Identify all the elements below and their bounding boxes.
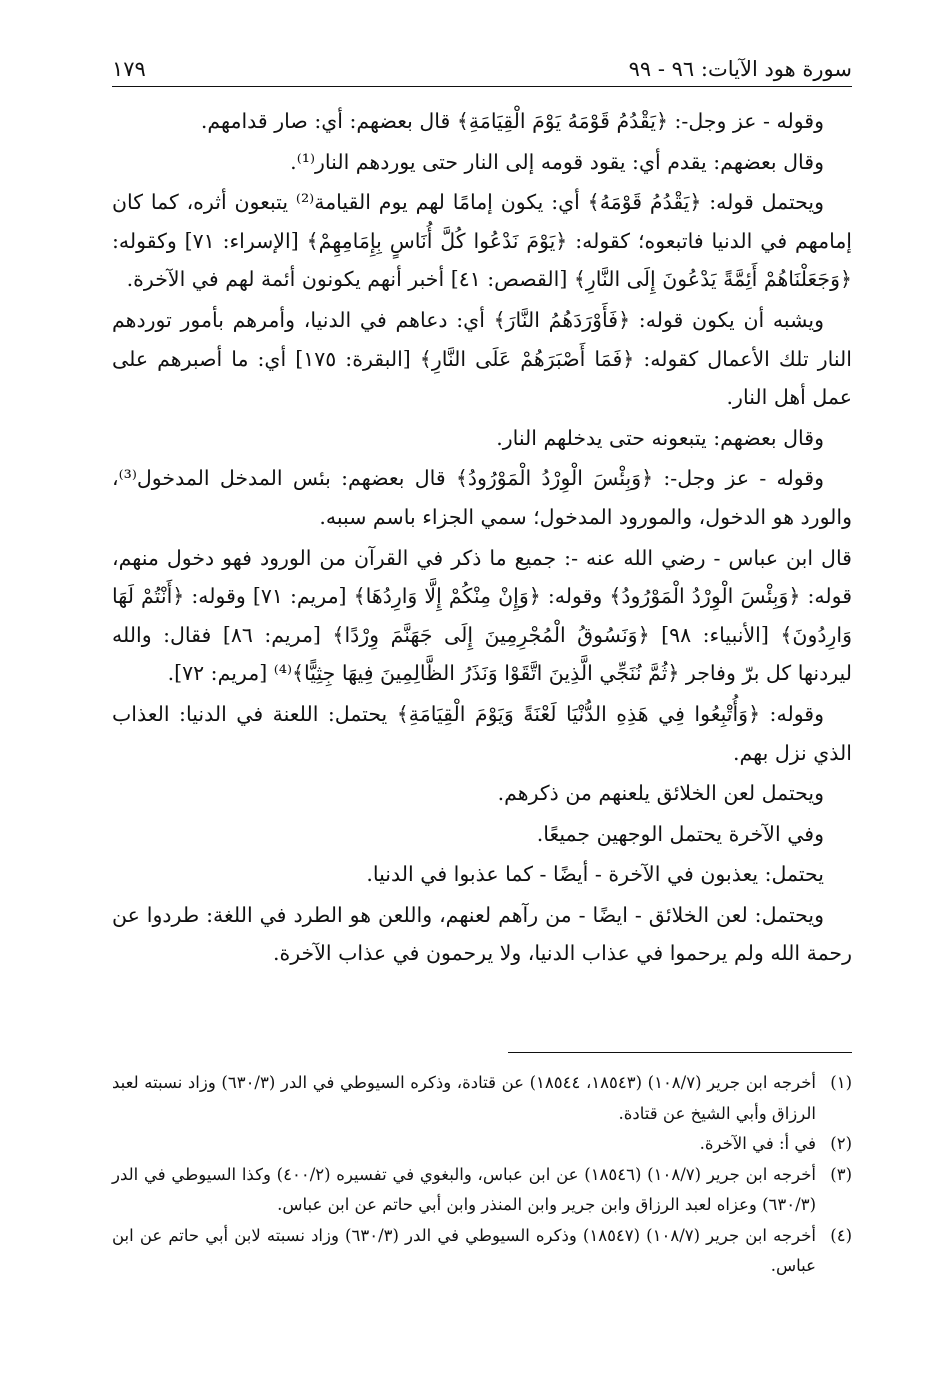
footnote-text: أخرجه ابن جرير (١٠٨/٧) (١٨٥٤٣، ١٨٥٤٤) عن قتادة، وذكره السيوطي في الدر (٦٣٠/٣) وزاد نسبته لعبد الرزاق وأبي الشيخ عن قتادة. (112, 1073, 816, 1123)
footnote-text: في أ: في الآخرة. (699, 1134, 816, 1153)
footnote-separator (508, 1052, 852, 1053)
footnote-text: أخرجه ابن جرير (١٠٨/٧) (١٨٥٤٦) عن ابن عباس، والبغوي في تفسيره (٤٠٠/٢) وكذا السيوطي في الدر (٦٣٠/٣) وعزاه لعبد الرزاق وابن جرير وابن المنذر وابن أبي حاتم عن ابن عباس. (112, 1164, 816, 1214)
paragraph: قال ابن عباس - رضي الله عنه -: جميع ما ذكر في القرآن من الورود فهو دخول منهم، قوله: ﴿وَبِئْسَ الْوِرْدُ الْمَوْرُودُ﴾ وقوله: ﴿وَإِنْ مِنْكُمْ إِلَّا وَارِدُهَا﴾ [مريم: ٧١] وقوله: ﴿أَنْتُمْ لَهَا وَارِدُونَ﴾ [الأنبياء: ٩٨] ﴿وَنَسُوقُ الْمُجْرِمِينَ إِلَى جَهَنَّمَ وِرْدًا﴾ [مريم: ٨٦] فقال: والله ليردنها كل برّ وفاجر ﴿ثُمَّ نُنَجِّي الَّذِينَ اتَّقَوْا وَنَذَرُ الظَّالِمِينَ فِيهَا جِثِيًّا﴾⁽⁴⁾ [مريم: ٧٢]. (112, 545, 853, 686)
page-number: ١٧٩ (112, 57, 146, 81)
footnote-text: أخرجه ابن جرير (١٠٨/٧) (١٨٥٤٧) وذكره السيوطي في الدر (٦٣٠/٣) وزاد نسبته لابن أبي حاتم عن ابن عباس. (112, 1225, 817, 1275)
paragraph: وقوله - عز وجل-: ﴿يَقْدُمُ قَوْمَهُ يَوْمَ الْقِيَامَةِ﴾ قال بعضهم: أي: صار قدامهم. (200, 109, 824, 133)
footnote (112, 1068, 852, 1129)
paragraph: ويشبه أن يكون قوله: ﴿فَأَوْرَدَهُمُ النَّارَ﴾ أي: دعاهم في الدنيا، وأمرهم بأمور توردهم النار تلك الأعمال كقوله: ﴿فَمَا أَصْبَرَهُمْ عَلَى النَّارِ﴾ [البقرة: ١٧٥] أي: ما أصبرهم على عمل أهل النار. (112, 307, 852, 410)
footnote-number: (٣) (830, 1164, 852, 1184)
footnote-number: (٤) (830, 1225, 852, 1245)
paragraph: وقوله: ﴿وَأُتْبِعُوا فِي هَذِهِ الدُّنْيَا لَعْنَةً وَيَوْمَ الْقِيَامَةِ﴾ يحتمل: اللعنة في الدنيا: العذاب الذي نزل بهم. (112, 701, 852, 765)
main-text (112, 102, 852, 975)
paragraph: يحتمل: يعذبون في الآخرة - أيضًا - كما عذبوا في الدنيا. (366, 862, 824, 887)
paragraph: وقال بعضهم: يقدم أي: يقود قومه إلى النار حتى يوردهم النار⁽¹⁾. (290, 149, 824, 174)
footnote (112, 1160, 852, 1221)
chapter-title: سورة هود الآيات: ٩٦ - ٩٩ (628, 57, 852, 81)
running-header (112, 52, 852, 87)
paragraph: وقوله - عز وجل-: ﴿وَبِئْسَ الْوِرْدُ الْمَوْرُودُ﴾ قال بعضهم: بئس المدخل المدخول⁽³⁾، والورد هو الدخول، والمورود المدخول؛ سمي الجزاء باسم سببه. (112, 466, 852, 529)
paragraph: ويحتمل لعن الخلائق يلعنهم من ذكرهم. (497, 781, 824, 806)
footnote (112, 1221, 852, 1282)
paragraph: ويحتمل: لعن الخلائق - ايضًا - من رآهم لعنهم، واللعن هو الطرد في اللغة: طردوا عن رحمة الله ولم يرحموا في عذاب الدنيا، ولا يرحمون في عذاب الآخرة. (112, 902, 852, 966)
paragraph: ويحتمل قوله: ﴿يَقْدُمُ قَوْمَهُ﴾ أي: يكون إمامًا لهم يوم القيامة⁽²⁾ يتبعون أثره، كما كان إمامهم في الدنيا فاتبعوه؛ كقوله: ﴿يَوْمَ نَدْعُوا كُلَّ أُنَاسٍ بِإِمَامِهِمْ﴾ [الإسراء: ٧١] وكقوله: ﴿وَجَعَلْنَاهُمْ أَئِمَّةً يَدْعُونَ إِلَى النَّارِ﴾ [القصص: ٤١] أخبر أنهم يكونون أئمة لهم في الآخرة. (112, 190, 852, 292)
paragraph: وقال بعضهم: يتبعونه حتى يدخلهم النار. (496, 425, 824, 450)
footnotes (112, 1068, 852, 1282)
footnote-number: (٢) (830, 1134, 852, 1153)
footnote-number: (١) (830, 1073, 852, 1092)
footnote (112, 1129, 852, 1160)
paragraph: وفي الآخرة يحتمل الوجهين جميعًا. (536, 821, 824, 846)
